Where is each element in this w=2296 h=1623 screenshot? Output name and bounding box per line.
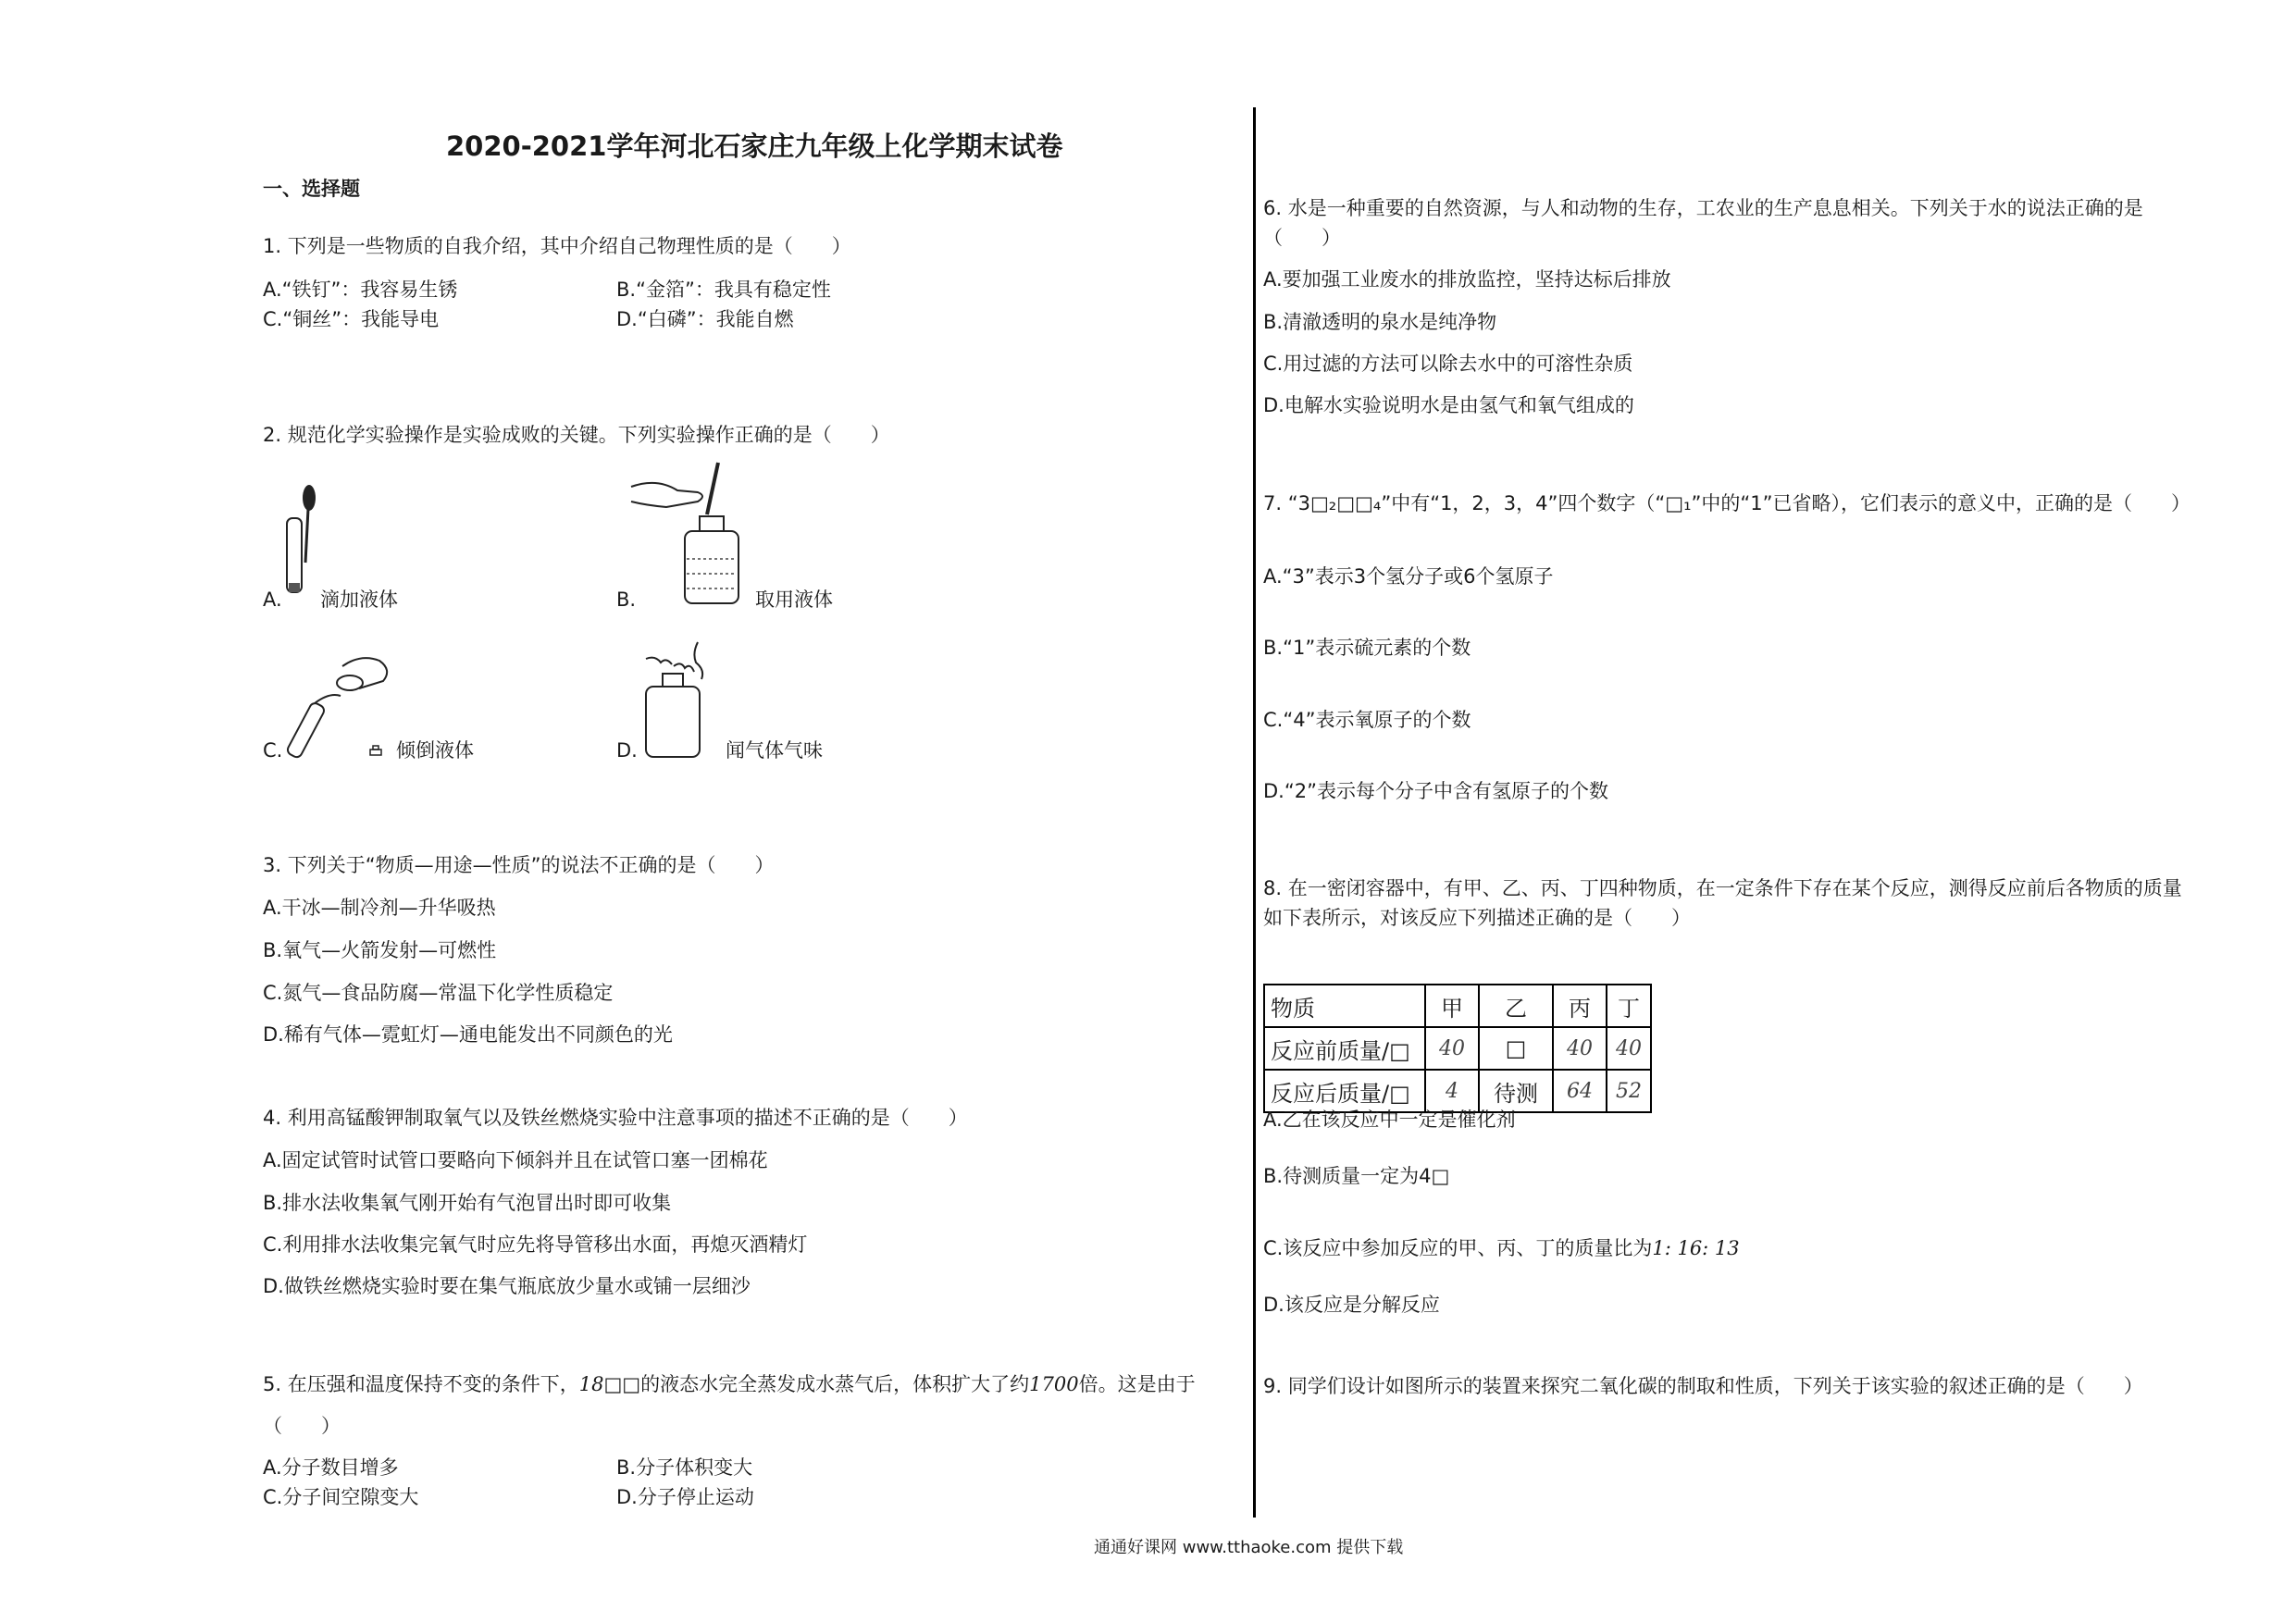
q2-option-b-label: 取用液体 (755, 588, 833, 611)
q6-stem-line2: （ ） (1263, 227, 1341, 249)
q5-stem-number-1: 18 (578, 1373, 604, 1395)
q2-option-c-letter: C. (263, 739, 283, 762)
column-divider (1253, 107, 1256, 1518)
q6-option-c: C.用过滤的方法可以除去水中的可溶性杂质 (1263, 353, 1633, 375)
table-cell: 40 (1607, 1027, 1651, 1070)
page-title: 2020-2021学年河北石家庄九年级上化学期末试卷 (446, 130, 1063, 162)
q7-option-a: A.“3”表示3个氢分子或6个氢原子 (1263, 565, 1554, 588)
q6-stem: 6. 水是一种重要的自然资源，与人和动物的生存，工农业的生产息息相关。下列关于水的说法正确的是 (1263, 197, 2143, 219)
table-cell: 4 (1425, 1070, 1479, 1112)
q3-option-b: B.氧气—火箭发射—可燃性 (263, 939, 497, 961)
small-stopper-icon (368, 744, 383, 757)
footer-text: 通通好课网 www.tthaoke.com 提供下载 (1094, 1538, 1404, 1557)
q6-option-b: B.清澈透明的泉水是纯净物 (1263, 311, 1497, 333)
q4-stem: 4. 利用高锰酸钾制取氧气以及铁丝燃烧实验中注意事项的描述不正确的是（ ） (263, 1107, 968, 1129)
q8-option-a: A.乙在该反应中一定是催化剂 (1263, 1109, 1516, 1131)
pouring-figure (287, 648, 402, 762)
table-cell: 反应后质量/□ (1264, 1070, 1425, 1112)
q7-stem: 7. “3□₂□□₄”中有“1，2，3，4”四个数字（“□₁”中的“1”已省略），它们表示的意义中，正确的是（ ） (1263, 492, 2191, 514)
q7-option-c: C.“4”表示氧原子的个数 (1263, 709, 1471, 731)
q2-option-c-label: 倾倒液体 (396, 739, 474, 762)
q3-option-d: D.稀有气体—霓虹灯—通电能发出不同颜色的光 (263, 1023, 673, 1046)
table-cell: 40 (1553, 1027, 1607, 1070)
table-cell: 40 (1425, 1027, 1479, 1070)
q2-stem: 2. 规范化学实验操作是实验成败的关键。下列实验操作正确的是（ ） (263, 424, 890, 446)
q2-option-a-label: 滴加液体 (320, 588, 398, 611)
q5-option-d: D.分子停止运动 (616, 1486, 754, 1508)
q6-option-a: A.要加强工业废水的排放监控，坚持达标后排放 (1263, 268, 1671, 291)
q4-option-d: D.做铁丝燃烧实验时要在集气瓶底放少量水或铺一层细沙 (263, 1275, 751, 1297)
table-cell: 64 (1553, 1070, 1607, 1112)
q1-option-c: C.“铜丝”：我能导电 (263, 308, 440, 330)
q8-option-c (1263, 1235, 1740, 1261)
q1-stem: 1. 下列是一些物质的自我介绍，其中介绍自己物理性质的是（ ） (263, 235, 851, 257)
q8-option-c-text: C.该反应中参加反应的甲、丙、丁的质量比为 (1263, 1237, 1653, 1259)
q2-option-b-letter: B. (616, 588, 637, 611)
q2-option-a-letter: A. (263, 588, 282, 611)
q8-option-c-ratio: 1: 16: 13 (1652, 1237, 1740, 1259)
q5-stem-part2: 的液态水完全蒸发成水蒸气后，体积扩大了约 (640, 1373, 1030, 1395)
table-header-cell: 甲 (1425, 985, 1479, 1027)
q8-stem-line1: 8. 在一密闭容器中，有甲、乙、丙、丁四种物质，在一定条件下存在某个反应，测得反应前后各物质的质量 (1263, 877, 2182, 899)
table-header-cell: 丙 (1553, 985, 1607, 1027)
q7-option-b: B.“1”表示硫元素的个数 (1263, 637, 1471, 659)
q5-stem (263, 1371, 1196, 1397)
q4-option-c: C.利用排水法收集完氧气时应先将导管移出水面，再熄灭酒精灯 (263, 1233, 808, 1256)
smelling-figure (637, 638, 738, 761)
table-cell: 待测 (1479, 1070, 1553, 1112)
q3-stem: 3. 下列关于“物质—用途—性质”的说法不正确的是（ ） (263, 854, 775, 876)
q6-option-d: D.电解水实验说明水是由氢气和氧气组成的 (1263, 394, 1634, 416)
q4-option-a: A.固定试管时试管口要略向下倾斜并且在试管口塞一团棉花 (263, 1149, 768, 1171)
q3-option-a: A.干冰—制冷剂—升华吸热 (263, 897, 496, 919)
q5-option-b: B.分子体积变大 (616, 1456, 753, 1479)
table-cell: 52 (1607, 1070, 1651, 1112)
mass-table (1263, 984, 1652, 1113)
table-header-cell: 乙 (1479, 985, 1553, 1027)
q5-option-a: A.分子数目增多 (263, 1456, 399, 1479)
q5-option-c: C.分子间空隙变大 (263, 1486, 419, 1508)
q5-stem-number-2: 1700 (1029, 1373, 1079, 1395)
table-row (1264, 1027, 1651, 1070)
q1-option-a: A.“铁钉”：我容易生锈 (263, 279, 458, 301)
q9-stem: 9. 同学们设计如图所示的装置来探究二氧化碳的制取和性质，下列关于该实验的叙述正确的是（ ） (1263, 1375, 2143, 1397)
q5-stem-line2: （ ） (263, 1415, 341, 1437)
q5-stem-part3: 倍。这是由于 (1078, 1373, 1196, 1395)
q2-option-d-label: 闻气体气味 (726, 739, 823, 762)
q1-option-d: D.“白磷”：我能自燃 (616, 308, 794, 330)
liquid-bottle-figure (629, 459, 750, 607)
dropper-figure (276, 483, 328, 603)
q4-option-b: B.排水法收集氧气刚开始有气泡冒出时即可收集 (263, 1192, 672, 1214)
section-heading: 一、选择题 (263, 178, 360, 200)
q5-stem-part1: 5. 在压强和温度保持不变的条件下， (263, 1373, 579, 1395)
table-cell: 反应前质量/□ (1264, 1027, 1425, 1070)
q1-option-b: B.“金箔”：我具有稳定性 (616, 279, 831, 301)
q5-missing-unit-box: □□ (603, 1373, 641, 1395)
table-row (1264, 985, 1651, 1027)
q8-stem-line2: 如下表所示，对该反应下列描述正确的是（ ） (1263, 907, 1691, 929)
q7-option-d: D.“2”表示每个分子中含有氢原子的个数 (1263, 780, 1608, 802)
q3-option-c: C.氮气—食品防腐—常温下化学性质稳定 (263, 982, 614, 1004)
q2-option-d-letter: D. (616, 739, 638, 762)
q8-option-d: D.该反应是分解反应 (1263, 1294, 1440, 1316)
q8-option-b: B.待测质量一定为4□ (1263, 1165, 1450, 1187)
table-cell: □ (1479, 1027, 1553, 1070)
table-header-cell: 丁 (1607, 985, 1651, 1027)
table-header-cell: 物质 (1264, 985, 1425, 1027)
